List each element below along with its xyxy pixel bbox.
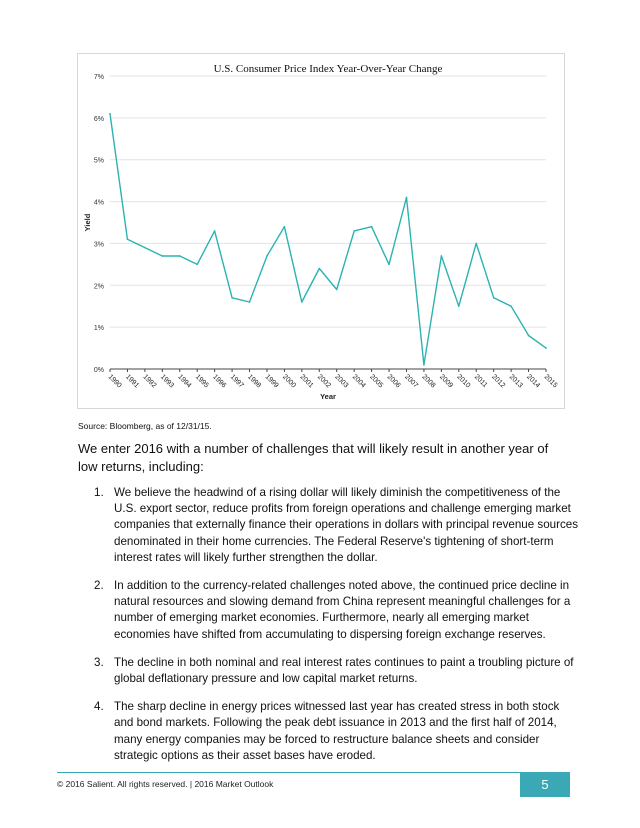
y-tick-label: 4% bbox=[93, 199, 104, 207]
data-point bbox=[144, 247, 146, 249]
footer-copyright: © 2016 Salient. All rights reserved. | 2016 Market Outlook bbox=[57, 779, 274, 789]
list-number: 4. bbox=[94, 700, 104, 714]
data-point bbox=[371, 226, 373, 228]
x-tick-label: 2007 bbox=[403, 373, 420, 390]
x-tick-label: 2015 bbox=[542, 373, 559, 390]
footer-divider bbox=[57, 772, 570, 773]
y-tick-label: 5% bbox=[93, 157, 104, 165]
y-axis-title: Yield bbox=[83, 213, 92, 232]
data-point bbox=[318, 268, 320, 270]
list-text: The decline in both nominal and real interest rates continues to paint a troubling picture of global deflationary pressure and low capital market returns. bbox=[114, 655, 574, 686]
list-text: In addition to the currency-related challenges noted above, the continued price decline in natural resources and slowing demand from China represent meaningful challenges for a number of emerging market economies. Furthermore, nearly all emerging market economies have shifted from accumulating to dispersing foreign exchange reserves. bbox=[114, 579, 571, 641]
x-tick-label: 1996 bbox=[211, 373, 228, 390]
x-tick-label: 2006 bbox=[385, 373, 402, 390]
y-tick-label: 6% bbox=[93, 115, 104, 123]
data-point bbox=[231, 297, 233, 299]
data-point bbox=[475, 243, 477, 245]
x-tick-label: 1997 bbox=[228, 373, 245, 390]
list-item bbox=[78, 655, 578, 687]
data-point bbox=[353, 230, 355, 232]
data-point bbox=[406, 197, 408, 199]
list-number: 3. bbox=[94, 655, 104, 669]
x-tick-label: 2014 bbox=[525, 373, 542, 390]
x-tick-label: 1999 bbox=[263, 373, 280, 390]
cpi-line-chart bbox=[78, 54, 566, 410]
list-item bbox=[78, 578, 578, 643]
data-point bbox=[179, 255, 181, 257]
y-tick-label: 0% bbox=[93, 367, 104, 374]
data-point bbox=[249, 301, 251, 303]
y-tick-label: 1% bbox=[93, 325, 104, 333]
chart-title: U.S. Consumer Price Index Year-Over-Year Change bbox=[213, 63, 443, 75]
data-point bbox=[458, 305, 460, 307]
x-tick-label: 2009 bbox=[437, 373, 454, 390]
x-tick-label: 1994 bbox=[176, 373, 193, 390]
chart-frame bbox=[77, 53, 565, 409]
x-tick-label: 1993 bbox=[158, 373, 175, 390]
list-number: 2. bbox=[94, 579, 104, 593]
x-tick-label: 1998 bbox=[246, 373, 263, 390]
data-point bbox=[266, 255, 268, 257]
x-tick-label: 2000 bbox=[280, 373, 297, 390]
challenge-list bbox=[78, 485, 578, 776]
page-number: 5 bbox=[520, 772, 570, 797]
data-point bbox=[493, 297, 495, 299]
x-tick-label: 2008 bbox=[420, 373, 437, 390]
list-item bbox=[78, 485, 578, 566]
x-tick-label: 2010 bbox=[455, 373, 472, 390]
x-tick-label: 1992 bbox=[141, 373, 158, 390]
x-tick-label: 1990 bbox=[106, 373, 123, 390]
x-tick-label: 1991 bbox=[124, 373, 140, 390]
data-point bbox=[162, 255, 164, 257]
data-point bbox=[284, 226, 286, 228]
x-axis-title: Year bbox=[320, 392, 336, 401]
data-point bbox=[423, 364, 425, 366]
list-item bbox=[78, 699, 578, 764]
data-point bbox=[196, 264, 198, 266]
data-point bbox=[127, 238, 129, 240]
list-text: We believe the headwind of a rising dollar will likely diminish the competitiveness of the U.S. export sector, reduce profits from foreign operations and challenge emerging market companies that externally finance their operations in dollars with principal revenue sources denominated in their home currencies. The Federal Reserve's tightening of short-term interest rates will likely further strengthen the dollar. bbox=[114, 486, 578, 564]
data-point bbox=[528, 335, 530, 337]
data-point bbox=[510, 305, 512, 307]
x-tick-label: 2002 bbox=[315, 373, 332, 390]
x-tick-label: 1995 bbox=[193, 373, 210, 390]
x-tick-label: 2013 bbox=[507, 373, 524, 390]
data-point bbox=[441, 255, 443, 257]
chart-source: Source: Bloomberg, as of 12/31/15. bbox=[78, 421, 212, 431]
list-number: 1. bbox=[94, 486, 104, 499]
x-tick-label: 2004 bbox=[350, 373, 367, 390]
x-tick-label: 2011 bbox=[472, 373, 489, 390]
x-tick-label: 2001 bbox=[298, 373, 315, 390]
intro-paragraph: We enter 2016 with a number of challenges that will likely result in another year of low returns, including: bbox=[78, 441, 549, 474]
data-point bbox=[388, 264, 390, 266]
data-point bbox=[336, 289, 338, 291]
y-tick-label: 7% bbox=[93, 74, 104, 81]
y-tick-label: 3% bbox=[93, 241, 104, 249]
data-point bbox=[214, 230, 216, 232]
list-text: The sharp decline in energy prices witnessed last year has created stress in both stock and bond markets. Following the peak debt issuance in 2013 and the first half of 2014, many energy companies may be forced to restructure balance sheets and consider strategic options as their asset bases have eroded. bbox=[114, 700, 560, 762]
data-point bbox=[109, 113, 111, 115]
x-tick-label: 2005 bbox=[368, 373, 385, 390]
y-tick-label: 2% bbox=[93, 283, 104, 291]
x-tick-label: 2003 bbox=[333, 373, 350, 390]
x-tick-label: 2012 bbox=[490, 373, 507, 390]
data-point bbox=[301, 301, 303, 303]
data-point bbox=[545, 347, 547, 349]
